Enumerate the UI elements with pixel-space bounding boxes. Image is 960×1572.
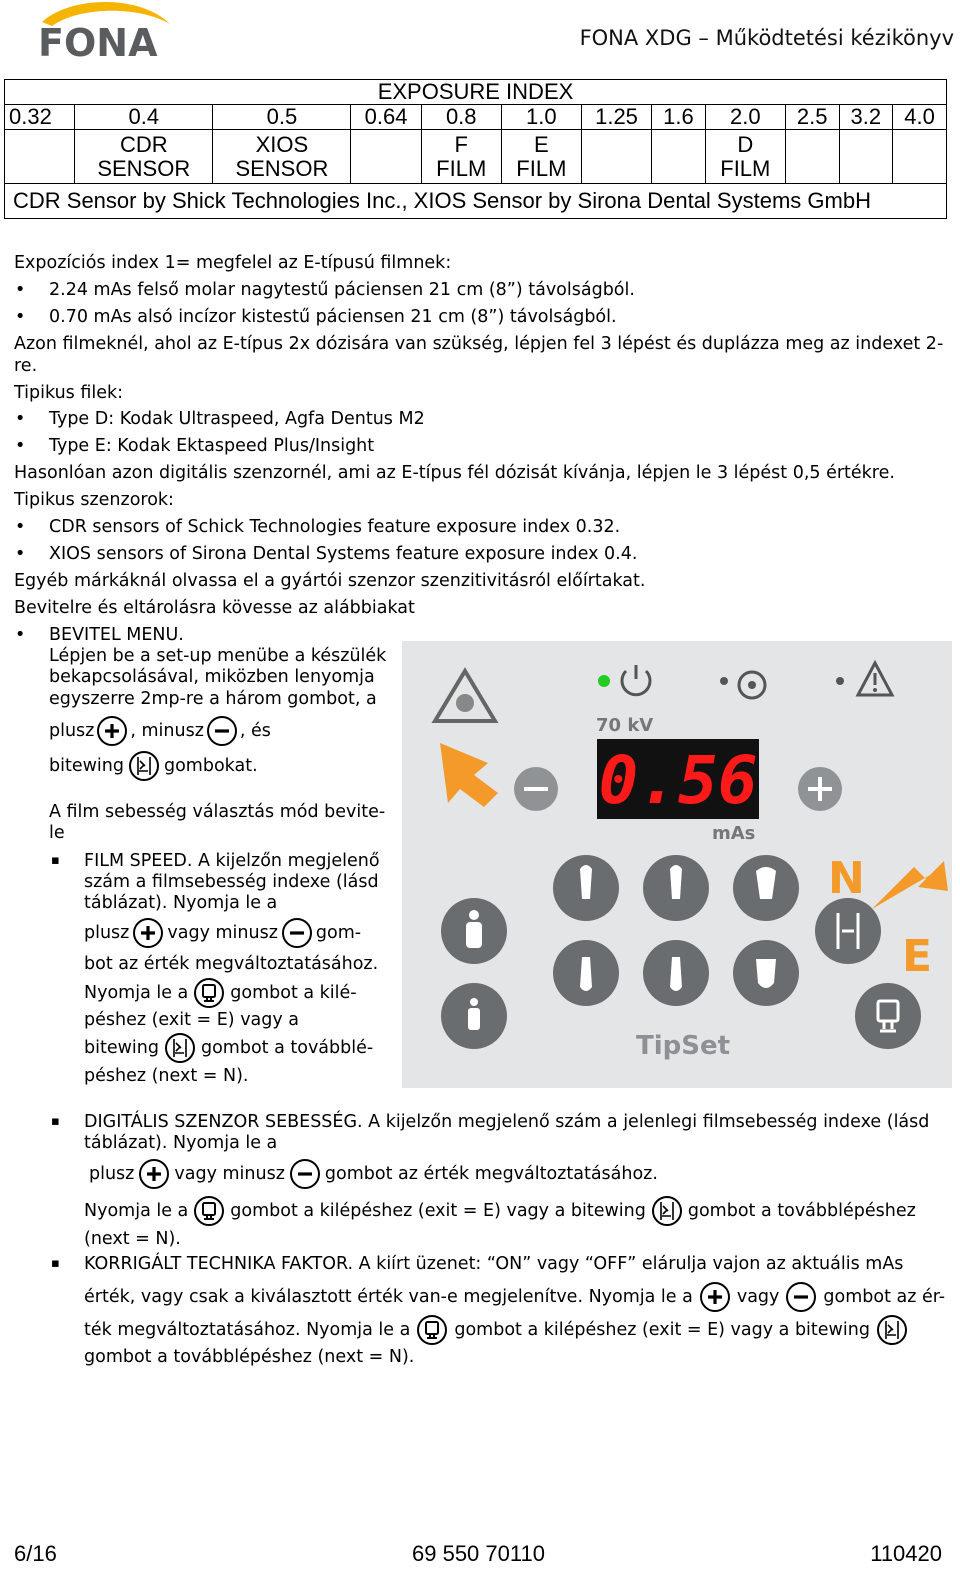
paragraph xyxy=(84,1281,945,1313)
radiation-warning-icon xyxy=(739,672,765,698)
index-value-cell: 3.2 xyxy=(839,105,893,130)
table-title-row xyxy=(5,80,947,105)
paragraph: re. xyxy=(14,356,38,376)
label-line-1: E xyxy=(534,131,549,157)
text: plusz xyxy=(84,923,130,943)
paragraph: Azon filmeknél, ahol az E-típus 2x dózisára van szükség, lépjen fel 3 lépést és duplázza meg az indexet 2- xyxy=(14,334,944,354)
paragraph: (next = N). xyxy=(84,1229,181,1249)
table-footer: CDR Sensor by Shick Technologies Inc., XIOS Sensor by Sirona Dental Systems GmbH xyxy=(5,184,947,219)
text: gom- xyxy=(315,923,362,943)
plus-icon xyxy=(96,715,128,747)
index-labels-row xyxy=(5,130,947,184)
minus-icon xyxy=(281,917,313,949)
bitewing-icon xyxy=(128,750,160,782)
index-values-row xyxy=(5,105,947,130)
index-value-cell: 0.5 xyxy=(213,105,351,130)
power-led-icon xyxy=(598,675,610,687)
text: érték, vagy csak a kiválasztott érték van-e megjelenítve. Nyomja le a xyxy=(84,1287,693,1307)
exposure-index-table xyxy=(4,79,947,219)
display-value: 0.56 xyxy=(598,742,758,819)
exit-icon xyxy=(416,1314,448,1346)
exit-icon xyxy=(193,1195,225,1227)
index-value-cell: 1.25 xyxy=(581,105,651,130)
text: vagy xyxy=(736,1287,780,1307)
logo-text: FONA xyxy=(38,21,158,62)
index-label-cell xyxy=(5,130,75,184)
paragraph: A film sebesség választás mód bevite- xyxy=(49,802,386,822)
brand-label: TipSet xyxy=(636,1031,731,1061)
document-number: 69 550 70110 xyxy=(412,1541,545,1566)
paragraph xyxy=(84,1032,373,1064)
warning-triangle-icon xyxy=(858,663,892,695)
text: plusz xyxy=(49,721,95,741)
text: bitewing xyxy=(49,756,124,776)
index-value-cell: 2.0 xyxy=(705,105,785,130)
text: , minusz xyxy=(130,721,204,741)
label-line-2: SENSOR xyxy=(235,155,329,181)
text: gombot a kilépéshez (exit = E) vagy a bitewing xyxy=(454,1320,870,1340)
list-item: • XIOS sensors of Sirona Dental Systems feature exposure index 0.4. xyxy=(49,543,637,565)
paragraph: táblázat). Nyomja le a xyxy=(84,1133,278,1153)
index-label-cell xyxy=(75,130,213,184)
paragraph: szám a filmsebesség indexe (lásd xyxy=(84,872,379,892)
control-panel-drawing xyxy=(402,641,952,1088)
text: Nyomja le a xyxy=(84,1201,189,1221)
paragraph: le xyxy=(49,823,65,843)
bitewing-icon xyxy=(164,1032,196,1064)
index-value-cell: 0.4 xyxy=(75,105,213,130)
paragraph xyxy=(49,715,271,747)
document-title: FONA XDG – Működtetési kézikönyv xyxy=(579,26,954,50)
text: gombot a kilépéshez (exit = E) vagy a bitewing xyxy=(230,1201,646,1221)
index-label-cell xyxy=(351,130,421,184)
list-item: • CDR sensors of Schick Technologies feature exposure index 0.32. xyxy=(49,516,620,538)
minus-icon xyxy=(785,1281,817,1313)
fona-logo-swoosh-icon xyxy=(30,0,180,62)
text: Nyomja le a xyxy=(84,983,189,1003)
paragraph xyxy=(84,1314,908,1346)
next-marker: N xyxy=(828,853,865,904)
index-label-cell xyxy=(785,130,839,184)
label-line-1: XIOS xyxy=(255,131,309,157)
list-item: • 0.70 mAs alsó incízor kistestű páciensen 21 cm (8”) távolságból. xyxy=(49,306,617,328)
text: plusz xyxy=(89,1164,135,1184)
panel-plus-button xyxy=(798,767,842,811)
text: gombot a továbblépéshez xyxy=(687,1201,916,1221)
index-value-cell: 2.5 xyxy=(785,105,839,130)
text: gombokat. xyxy=(163,756,258,776)
text: vagy minusz xyxy=(174,1164,285,1184)
exit-icon xyxy=(193,977,225,1009)
paragraph: táblázat). Nyomja le a xyxy=(84,893,278,913)
text: , és xyxy=(239,721,271,741)
status-led-icon xyxy=(720,677,728,685)
list-item: • 2.24 mAs felső molar nagytestű páciensen 21 cm (8”) távolságból. xyxy=(49,279,635,301)
label-line-2: FILM xyxy=(720,155,771,181)
plus-icon xyxy=(138,1158,170,1190)
paragraph: bekapcsolásával, miközben lenyomja xyxy=(49,667,375,687)
power-icon xyxy=(622,665,650,695)
index-value-cell: 4.0 xyxy=(893,105,947,130)
list-item: • Type D: Kodak Ultraspeed, Agfa Dentus M2 xyxy=(49,408,425,430)
text: gombot a továbblé- xyxy=(200,1038,374,1058)
label-line-2: FILM xyxy=(436,155,487,181)
patient-size-buttons xyxy=(441,898,507,1049)
plus-icon xyxy=(699,1281,731,1313)
paragraph: Tipikus szenzorok: xyxy=(14,490,174,510)
paragraph: egyszerre 2mp-re a három gombot, a xyxy=(49,689,377,709)
paragraph: bot az érték megváltoztatásához. xyxy=(84,954,379,974)
control-panel-image xyxy=(402,641,952,1088)
kv-label: 70 kV xyxy=(596,715,654,736)
text: gombot az érték megváltoztatásához. xyxy=(324,1164,658,1184)
table-title: EXPOSURE INDEX xyxy=(5,80,947,105)
paragraph xyxy=(84,1195,916,1227)
index-label-cell xyxy=(581,130,651,184)
paragraph: Tipikus filek: xyxy=(14,383,124,403)
panel-minus-button xyxy=(514,767,558,811)
mas-label: mAs xyxy=(712,823,756,844)
list-item: ▪ DIGITÁLIS SZENZOR SEBESSÉG. A kijelzőn megjelenő szám a jelenlegi filmsebesség indexe (lásd xyxy=(84,1111,929,1133)
panel-exit-button xyxy=(855,983,921,1049)
minus-icon xyxy=(206,715,238,747)
label-line-2: FILM xyxy=(516,155,567,181)
list-item: ▪ FILM SPEED. A kijelzőn megjelenő xyxy=(84,850,380,872)
paragraph: Lépjen be a set-up menübe a készülék xyxy=(49,646,387,666)
index-value-cell: 0.8 xyxy=(421,105,501,130)
label-line-1: F xyxy=(454,131,468,157)
bitewing-icon xyxy=(651,1195,683,1227)
paragraph xyxy=(49,750,258,782)
index-label-cell xyxy=(893,130,947,184)
index-label-cell xyxy=(501,130,581,184)
text: gombot a kilé- xyxy=(230,983,357,1003)
paragraph: Hasonlóan azon digitális szenzornél, ami az E-típus fél dózisát kívánja, lépjen le 3 lépést 0,5 értékre. xyxy=(14,463,895,483)
minus-icon xyxy=(289,1158,321,1190)
index-label-cell xyxy=(421,130,501,184)
arrow-right-icon xyxy=(872,861,948,909)
list-item: • BEVITEL MENU. xyxy=(49,624,184,646)
paragraph: péshez (exit = E) vagy a xyxy=(84,1010,300,1030)
label-line-1: D xyxy=(737,131,754,157)
paragraph xyxy=(84,977,357,1009)
index-label-cell xyxy=(705,130,785,184)
index-value-cell: 0.64 xyxy=(351,105,421,130)
text: ték megváltoztatásához. Nyomja le a xyxy=(84,1320,411,1340)
plus-icon xyxy=(132,917,164,949)
paragraph: Egyéb márkáknál olvassa el a gyártói szenzor szenzitivitásról előírtakat. xyxy=(14,571,646,591)
text: bitewing xyxy=(84,1038,159,1058)
label-line-1: CDR xyxy=(119,131,168,157)
arrow-left-icon xyxy=(440,743,498,807)
document-date: 110420 xyxy=(870,1541,942,1566)
text: gombot az ér- xyxy=(823,1287,946,1307)
paragraph: Expozíciós index 1= megfelel az E-típusú filmnek: xyxy=(14,253,452,273)
index-label-cell xyxy=(652,130,706,184)
label-line-2: SENSOR xyxy=(97,155,191,181)
paragraph: péshez (next = N). xyxy=(84,1066,249,1086)
paragraph xyxy=(84,917,361,949)
index-label-cell xyxy=(839,130,893,184)
paragraph: gombot a továbblépéshez (next = N). xyxy=(84,1347,415,1367)
list-item: • Type E: Kodak Ektaspeed Plus/Insight xyxy=(49,435,374,457)
table-footer-row xyxy=(5,184,947,219)
paragraph xyxy=(89,1158,658,1190)
bitewing-icon xyxy=(876,1314,908,1346)
index-label-cell xyxy=(213,130,351,184)
list-item: ▪ KORRIGÁLT TECHNIKA FAKTOR. A kiírt üzenet: “ON” vagy “OFF” elárulja vajon az aktuális mAs xyxy=(84,1253,903,1275)
page-number: 6/16 xyxy=(14,1541,57,1566)
index-value-cell: 1.6 xyxy=(652,105,706,130)
index-value-cell: 0.32 xyxy=(5,105,75,130)
index-value-cell: 1.0 xyxy=(501,105,581,130)
fona-logo xyxy=(30,0,180,62)
warning-led-icon xyxy=(836,677,844,685)
text: vagy minusz xyxy=(167,923,278,943)
radiation-hazard-icon xyxy=(435,671,495,721)
exit-marker: E xyxy=(902,931,933,982)
paragraph: Bevitelre és eltárolásra kövesse az alábbiakat xyxy=(14,598,415,618)
